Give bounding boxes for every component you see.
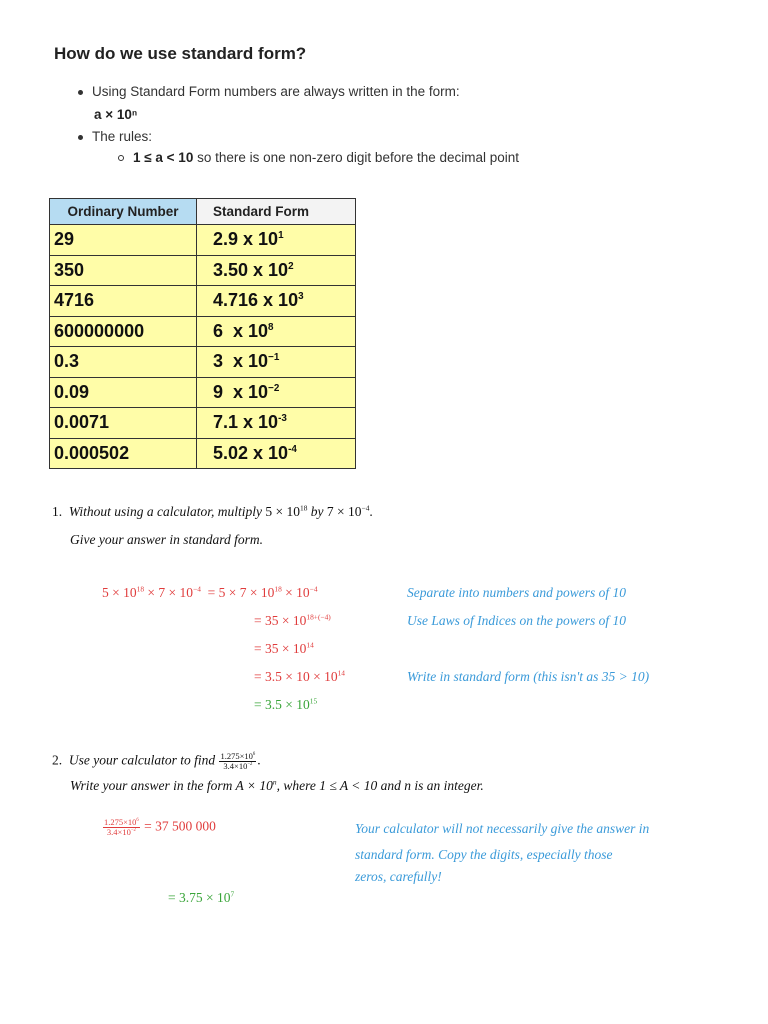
table-row [50,408,356,439]
q2-working-fraction: $\frac{1.275\times 10^6}{3.4\times 10^{-2}}$ [104,817,139,837]
ordinary-number-cell: 29 [50,225,197,256]
standard-form-cell: 3.50 x $10^2$ [197,255,356,286]
ordinary-number-cell: 0.0071 [50,408,197,439]
bullet-intro: Using Standard Form numbers are always written in the form: [78,84,460,99]
standard-form-table [49,198,356,469]
table-row [50,347,356,378]
page-title: How do we use standard form? [54,44,307,63]
ordinary-number-cell: 350 [50,255,197,286]
standard-form-cell: 7.1 x $10^{-3}$ [197,408,356,439]
bullet-dot-icon [78,90,83,95]
ordinary-number-cell: 0.000502 [50,438,197,469]
standard-form-expression: a × 10ⁿ [94,107,138,122]
q2-answer: = $3.75 \times 10^7$ [168,889,235,905]
q1-instruction: Give your answer in standard form. [70,532,263,547]
q2-note-line-3: zeros, carefully! [355,869,442,884]
q1-step-1-note: Separate into numbers and powers of 10 [407,585,626,600]
ordinary-number-cell: 0.09 [50,377,197,408]
table-row [50,286,356,317]
table-row [50,255,356,286]
ordinary-number-cell: 4716 [50,286,197,317]
table-row [50,316,356,347]
q1-step-3-working: = $35 \times 10^{14}$ [254,640,314,656]
bullet-dot-icon [78,135,83,140]
q1-answer: = $3.5 \times 10^{15}$ [254,696,318,712]
ordinary-number-cell: 600000000 [50,316,197,347]
standard-form-cell: 9 x $10^{-2}$ [197,377,356,408]
q1-step-2-working: = $35 \times 10^{18+(-4)}$ [254,612,331,628]
table-row [50,225,356,256]
sub-bullet-icon [118,155,124,161]
q2-prompt: 2. Use your calculator to find $\frac{1.275\times 10^6}{3.4\times 10^{-2}}$ . [52,751,261,771]
standard-form-cell: 2.9 x $10^1$ [197,225,356,256]
table-row [50,438,356,469]
rule-item: 1 ≤ a < 10 so there is one non-zero digit before the decimal point [118,150,519,165]
table-row [50,377,356,408]
q1-step-1-working: $5 \times 10^{18} \times 7 \times 10^{-4} = 5 \times 7 \times 10^{18} \times 10^{-4}$ [102,584,318,600]
q2-note-line-1: Your calculator will not necessarily give the answer in [355,821,650,836]
standard-form-cell: 4.716 x $10^3$ [197,286,356,317]
standard-form-cell: 6 x $10^8$ [197,316,356,347]
q1-step-4-note: Write in standard form (this isn't as 35 > 10) [407,669,650,684]
q1-prompt: 1. Without using a calculator, multiply $5 \times 10^{18}$ by $7 \times 10^{-4}$. [52,503,373,519]
standard-form-cell: 3 x $10^{-1}$ [197,347,356,378]
q2-fraction: $\frac{1.275\times 10^6}{3.4\times 10^{-2}}$ [220,751,256,771]
q2-instruction: Write your answer in the form $A \times 10^n$, where 1 ≤ A < 10 and n is an integer. [70,777,484,793]
header-ordinary-number: Ordinary Number [50,199,197,225]
standard-form-cell: 5.02 x $10^{-4}$ [197,438,356,469]
q2-working: $\frac{1.275\times 10^6}{3.4\times 10^{-2}}$ = 37 500 000 [104,817,216,837]
header-standard-form: Standard Form [197,199,356,225]
bullet-rules: The rules: [78,129,152,144]
q1-step-2-note: Use Laws of Indices on the powers of 10 [407,613,626,628]
q1-step-4-working: = $3.5 \times 10 \times 10^{14}$ [254,668,345,684]
ordinary-number-cell: 0.3 [50,347,197,378]
q2-note-line-2: standard form. Copy the digits, especially those [355,847,613,862]
